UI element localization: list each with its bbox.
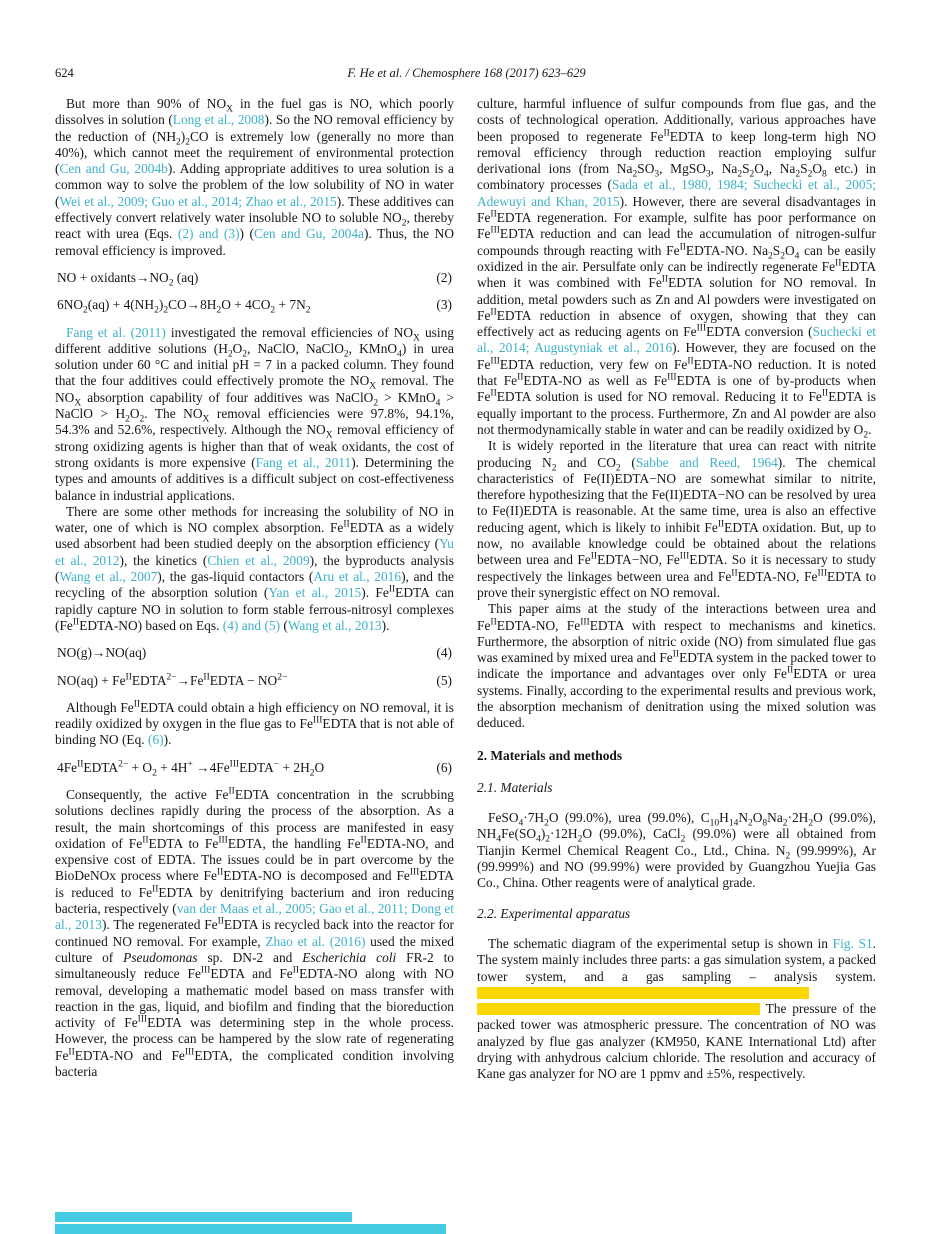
citation-link[interactable]: Cen and Gu, 2004b	[59, 161, 168, 177]
yellow-highlight-redaction	[477, 987, 809, 999]
citation-link[interactable]: (4) and (5)	[222, 617, 281, 633]
equation-body: $4Fe^{II}EDTA^{2-} + O_2 + 4H^+$ $\to 4Fe^{III}EDTA^- + 2H_2O$	[57, 759, 325, 779]
page-number: 624	[55, 66, 74, 80]
paragraph: Fang et al. (2011) investigated the removal efficiencies of $NO_X$ using different additive solutions ($H_2O_2$, NaClO, NaClO$_2$, KMnO$_4$) in urea solution under 60 °C and initial pH = 7 in a packed column. They found that the four additives could effectively promote the $NO_X$ removal. The $NO_X$ absorption capability of four additives was NaClO$_2$ > KMnO$_4$ > NaClO > $H_2O_2$. The $NO_X$ removal efficiencies were 97.8%, 94.1%, 54.3% and 52.6%, respectively. Although the $NO_X$ removal efficiency of strong oxidizing agents is higher than that of weak oxidants, the cost of strong oxidants is more expensive (Fang et al., 2011). Determining the types and amounts of additives is a difficult subject on cost-effectiveness balance in industrial applications.	[55, 324, 454, 503]
citation-link[interactable]: (2) and (3)	[177, 226, 240, 242]
citation-link[interactable]: Wei et al., 2009; Guo et al., 2014; Zhao et al., 2015	[59, 193, 337, 209]
citation-link[interactable]: Wang et al., 2013	[287, 617, 382, 633]
equation-number: (6)	[436, 759, 452, 775]
citation-link[interactable]: Long et al., 2008	[172, 112, 265, 128]
paragraph: It is widely reported in the literature that urea can react with nitrite producing $N_2$ and $CO_2$ (Sabbe and Reed, 1964). The chemical characteristics of Fe(II)EDTA−NO are somewhat similar to nitrite, therefore hypothesizing that the Fe(II)EDTA−NO can be resolved by urea to Fe(II)EDTA is reasonable. At the same time, urea is also an effective reducing agent, which is likely to inhibit $Fe^{II}EDTA$ oxidation. But, up to now, no available knowledge could be obtained about the relations between urea and $Fe^{II}EDTA-NO$, $Fe^{III}EDTA$. So it is necessary to study respectively the linkages between urea and $Fe^{II}EDTA-NO$, $Fe^{III}EDTA$ to prove their synergistic effect on NO removal.	[477, 438, 877, 600]
citation-link[interactable]: (6)	[147, 732, 164, 748]
section-heading: 2. Materials and methods	[477, 747, 623, 763]
citation-link[interactable]: Fang et al. (2011)	[66, 324, 166, 340]
citation-link[interactable]: van der Maas et al., 2005; Gao et al., 2011; Dong et al., 2013	[55, 901, 454, 933]
citation-link[interactable]: Sada et al., 1980, 1984; Suchecki et al., 2005; Adewuyi and Khan, 2015	[477, 177, 876, 209]
page-header	[55, 66, 878, 84]
paragraph: But more than 90% of $NO_X$ in the fuel gas is NO, which poorly dissolves in solution (Long et al., 2008). So the NO removal efficiency by the reduction of $(NH_2)_2CO$ is extremely low (generally no more than 40%), which cannot meet the requirement of environmental protection (Cen and Gu, 2004b). Adding appropriate additives to urea solution is a common way to solve the problem of the low solubility of NO in water (Wei et al., 2009; Guo et al., 2014; Zhao et al., 2015). These additives can effectively convert relatively water insoluble NO to soluble $NO_2$, thereby react with urea (Eqs. (2) and (3)) (Cen and Gu, 2004a). Thus, the NO removal efficiency is improved.	[55, 96, 455, 258]
equation-body: $NO(aq) + Fe^{II}EDTA^{2-}\to Fe^{II}EDTA - NO^{2-}$	[57, 672, 288, 688]
paragraph: There are some other methods for increasing the solubility of NO in water, one of which is NO complex absorption. $Fe^{II}EDTA$ as a widely used absorbent had been studied deeply on the absorption efficiency (Yu et al., 2012), the kinetics (Chien et al., 2009), the byproducts analysis (Wang et al., 2007), the gas-liquid contactors (Aru et al., 2016), and the recycling of the absorption solution (Yan et al., 2015). $Fe^{II}EDTA$ can rapidly capture NO in solution to form stable ferrous-nitrosyl complexes $(Fe^{II}EDTA-NO)$ based on Eqs. (4) and (5) (Wang et al., 2013).	[55, 503, 454, 633]
yellow-highlight-redaction	[477, 1003, 760, 1015]
citation-link[interactable]: Chien et al., 2009	[207, 552, 310, 568]
subsection-heading: 2.2. Experimental apparatus	[477, 905, 631, 921]
citation-link[interactable]: Aru et al., 2016	[313, 569, 402, 585]
paragraph: Although $Fe^{II}EDTA$ could obtain a high efficiency on NO removal, it is readily oxidized by oxygen in the flue gas to $Fe^{III}EDTA$ that is not able of binding NO (Eq. (6)).	[55, 699, 454, 748]
citation-link[interactable]: Wang et al., 2007	[59, 569, 158, 585]
citation-link[interactable]: Cen and Gu, 2004a	[254, 226, 364, 242]
equation-body: NO(g)→NO(aq)	[57, 645, 147, 661]
left-column	[55, 96, 454, 1080]
paragraph: The schematic diagram of the experimental setup is shown in Fig. S1. The system mainly includes three parts: a gas simulation system, a packed tower system, and a gas sampling – analysis system. The pressure of the packed tower was atmospheric pressure. The concentration of NO was analyzed by flue gas analyzer (KM950, KANE International Ltd) after drying with anhydrous calcium chloride. The resolution and accuracy of Kane gas analyzer for NO are 1 ppmv and ±5%, respectively.	[477, 935, 876, 1082]
equation	[55, 759, 454, 779]
equation-number: (5)	[436, 672, 452, 688]
equation	[55, 673, 454, 689]
citation-link[interactable]: Yu et al., 2012	[55, 536, 454, 568]
citation-link[interactable]: Yan et al., 2015	[268, 585, 362, 601]
running-title: F. He et al. / Chemosphere 168 (2017) 623–629	[347, 66, 586, 80]
paragraph: culture, harmful influence of sulfur compounds from flue gas, and the costs of technological operation. Additionally, various approaches have been proposed to regenerate $Fe^{II}EDTA$ to keep long-term high NO removal efficiency through reduction reaction employing sulfur derivational ions (from $Na_2SO_3$, MgSO$_3$, $Na_2S_2O_4$, $Na_2S_2O_8$ etc.) in combinatory processes (Sada et al., 1980, 1984; Suchecki et al., 2005; Adewuyi and Khan, 2015). However, there are several disadvantages in $Fe^{II}EDTA$ regeneration. For example, sulfite has poor performance on $Fe^{III}EDTA$ reduction and can lead the accumulation of nitrogen-sulfur compounds through reacting with $Fe^{II}EDTA-NO$. $Na_2S_2O_4$ can be easily oxidized in the air. Persulfate only can be indirectly regenerate $Fe^{II}EDTA$ when it was combined with $Fe^{II}EDTA$ solution for NO removal. In addition, metal powders such as Zn and Al powders were investigated on $Fe^{II}EDTA$ reduction in absence of oxygen, showing that they can effectively act as reducing agents on $Fe^{III}EDTA$ conversion (Suchecki et al., 2014; Augustyniak et al., 2016). However, they are focused on the $Fe^{III}EDTA$ reduction, very few on $Fe^{II}EDTA-NO$ reduction. It is noted that $Fe^{II}EDTA-NO$ as well as $Fe^{III}EDTA$ is one of by-products when $Fe^{II}EDTA$ solution is used for NO removal. Reducing it to $Fe^{II}EDTA$ is equally important to the process. Furthermore, Zn and Al powder are also not thermodynamically stable in water and can be readily oxidized by $O_2$.	[477, 96, 877, 441]
equation-number: (4)	[436, 645, 452, 661]
cyan-highlight-redaction	[55, 1212, 352, 1222]
right-column	[477, 96, 876, 1083]
equation	[55, 269, 454, 289]
subsection-heading: 2.1. Materials	[477, 779, 553, 795]
equation-body: $6NO_2(aq) + 4(NH_2)_2CO\to 8H_2O + 4CO_2 + 7N_2$	[57, 297, 311, 316]
equation-number: (3)	[436, 297, 452, 313]
paragraph: This paper aims at the study of the interactions between urea and $Fe^{II}EDTA-NO$, $Fe^{III}EDTA$ with respect to mechanisms and kinetics. Furthermore, the absorption of nitric oxide (NO) from simulated flue gas was examined by mixed urea and $Fe^{II}EDTA$ system in the packed tower to indicate the importance and advantages over only $Fe^{II}EDTA$ or urea systems. Finally, according to the experimental results and previous work, the absorption mechanism of denitration using the mixed solution was deduced.	[477, 601, 877, 731]
paragraph: Consequently, the active $Fe^{II}EDTA$ concentration in the scrubbing solutions declines rapidly during the process of the absorption. As a result, the main shortcomings of this process are manifested in easy oxidation of $Fe^{II}EDTA$ to $Fe^{III}EDTA$, the handling $Fe^{II}EDTA-NO$, and expensive cost of EDTA. The issues could be in part overcome by the BioDeNOx process where $Fe^{II}EDTA-NO$ is decomposed and $Fe^{III}EDTA$ is reduced to $Fe^{II}EDTA$ by denitrifying bacterium and iron reducing bacteria, respectively (van der Maas et al., 2005; Gao et al., 2011; Dong et al., 2013). The regenerated $Fe^{II}EDTA$ is recycled back into the reactor for continued NO removal. For example, Zhao et al. (2016) used the mixed culture of Pseudomonas sp. DN-2 and Escherichia coli FR-2 to simultaneously reduce $Fe^{III}EDTA$ and $Fe^{II}EDTA-NO$ along with NO removal, developing a mathematic model based on mass transfer with reaction in the gas, liquid, and biofilm and finding that the bioreduction activity of $Fe^{III}EDTA$ was determining step in the whole process. However, the process can be hampered by the slow rate of regenerating $Fe^{II}EDTA-NO$ and $Fe^{III}EDTA$, the complicated condition involving bacteria	[55, 786, 455, 1080]
cyan-highlight-redaction	[55, 1224, 446, 1234]
citation-link[interactable]: Suchecki et al., 2014; Augustyniak et al., 2016	[477, 324, 876, 356]
citation-link[interactable]: Fig. S1	[832, 935, 873, 951]
equation-number: (2)	[436, 269, 452, 285]
citation-link[interactable]: Fang et al., 2011	[255, 454, 352, 470]
paragraph: $FeSO_4\cdot 7H_2O$ (99.0%), urea (99.0%), $C_{10}H_{14}N_2O_8Na_2\cdot 2H_2O$ (99.0%), $NH_4Fe(SO_4)_2\cdot 12H_2O$ (99.0%), CaCl$_2$ (99.0%) were all obtained from Tianjin Kermel Chemical Reagent Co., Ltd., China. $N_2$ (99.999%), Ar (99.999%) and NO (99.99%) were provided by Guangzhou Yuejia Gas Co., China. Other reagents were of analytical grade.	[477, 810, 876, 891]
equation-body: NO + $oxidants\to NO_2$ (aq)	[57, 269, 199, 289]
equation	[55, 645, 454, 661]
citation-link[interactable]: Zhao et al. (2016)	[265, 933, 366, 949]
citation-link[interactable]: Sabbe and Reed, 1964	[635, 454, 778, 470]
equation	[55, 297, 454, 316]
two-column-body	[55, 96, 878, 1083]
